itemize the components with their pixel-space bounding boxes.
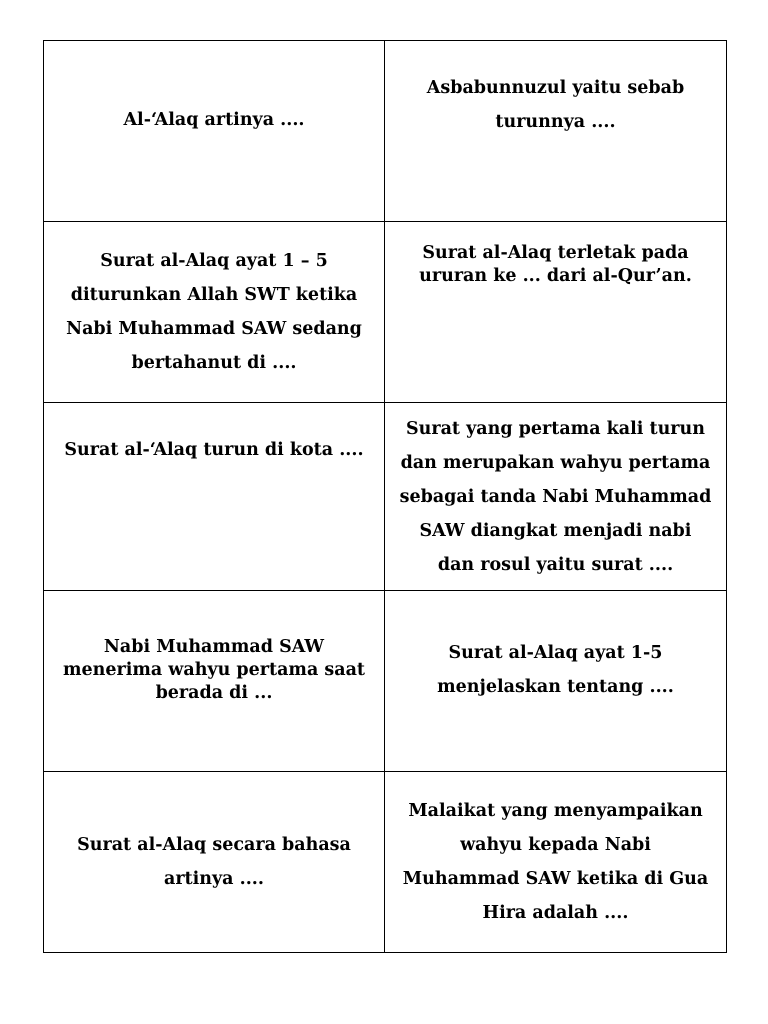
question-card — [44, 222, 385, 403]
question-text: Nabi Muhammad SAW menerima wahyu pertama saat berada di ... — [62, 636, 365, 703]
question-text: Malaikat yang menyampaikan wahyu kepada Nabi Muhammad SAW ketika di Gua Hira adalah .... — [402, 801, 709, 923]
question-text: Surat al-Alaq ayat 1-5 menjelaskan tentang .... — [437, 643, 674, 697]
question-text: Al-‘Alaq artinya .... — [123, 110, 305, 130]
card-row — [44, 591, 727, 772]
question-card-grid — [43, 40, 727, 953]
card-row — [44, 403, 727, 591]
question-text: Asbabunnuzul yaitu sebab turunnya .... — [426, 78, 685, 132]
card-row — [44, 41, 727, 222]
question-card — [385, 403, 727, 591]
question-card — [44, 403, 385, 591]
question-card — [385, 222, 727, 403]
question-text: Surat al-Alaq terletak pada ururan ke ... dari al-Qur’an. — [419, 243, 692, 286]
question-text: Surat al-Alaq ayat 1 – 5 diturunkan Allah SWT ketika Nabi Muhammad SAW sedang bertahanut di .... — [66, 251, 362, 373]
question-card — [44, 591, 385, 772]
question-card — [385, 591, 727, 772]
card-row — [44, 222, 727, 403]
question-card — [385, 772, 727, 953]
question-card — [44, 772, 385, 953]
question-card — [385, 41, 727, 222]
question-card — [44, 41, 385, 222]
question-text: Surat al-‘Alaq turun di kota .... — [64, 439, 364, 460]
question-text: Surat yang pertama kali turun dan merupakan wahyu pertama sebagai tanda Nabi Muhammad SAW diangkat menjadi nabi dan rosul yaitu surat .... — [399, 418, 712, 575]
card-row — [44, 772, 727, 953]
question-text: Surat al-Alaq secara bahasa artinya .... — [77, 835, 351, 889]
